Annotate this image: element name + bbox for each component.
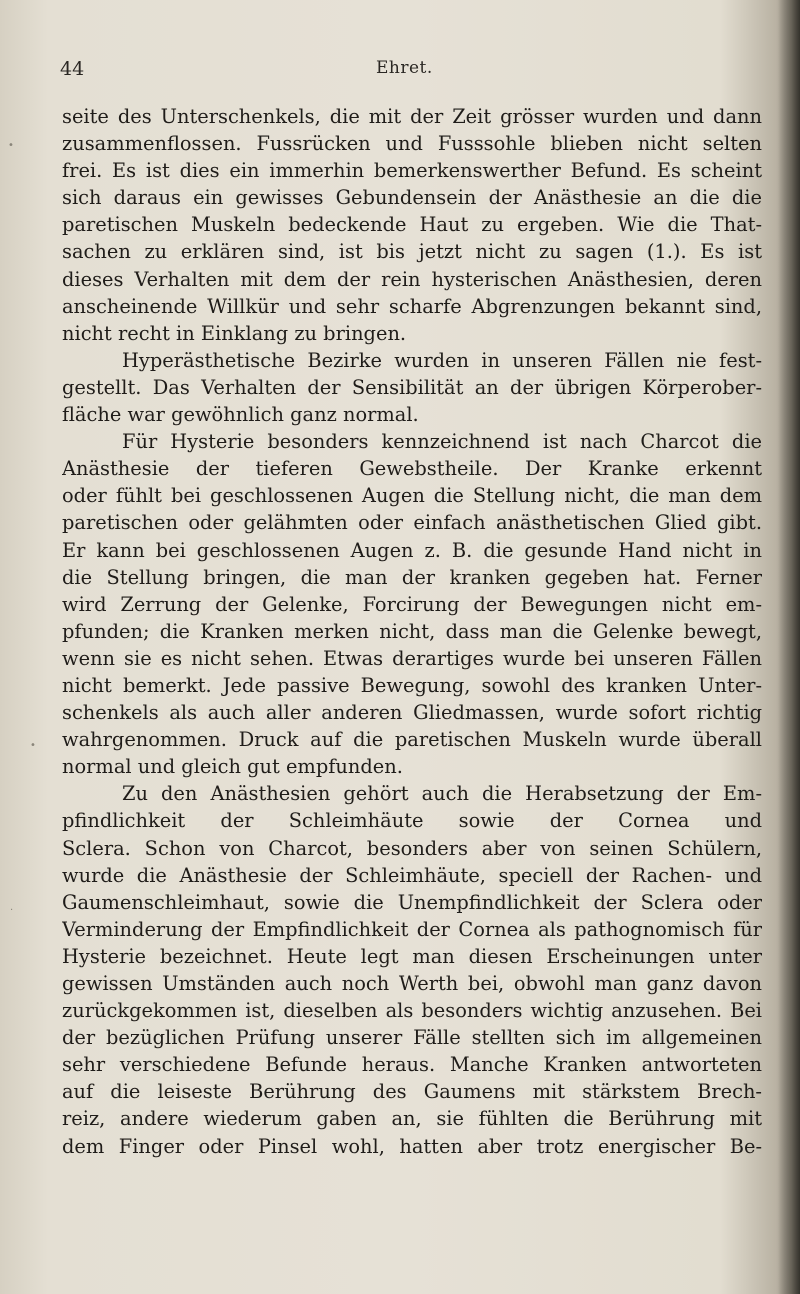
text-line: sehr verschiedene Befunde heraus. Manche Kranken antworteten <box>62 1053 762 1077</box>
text-line: Verminderung der Empfindlichkeit der Cornea als pathognomisch für <box>62 917 762 941</box>
text-line: Hysterie bezeichnet. Heute legt man diesen Erscheinungen unter <box>62 944 762 968</box>
text-line: anscheinende Willkür und sehr scharfe Abgrenzungen bekannt sind, <box>62 294 762 318</box>
margin-speck: · <box>10 905 14 916</box>
text-line: pfindlichkeit der Schleimhäute sowie der Cornea und <box>62 809 762 833</box>
text-line: zusammenflossen. Fussrücken und Fusssohle blieben nicht selten <box>62 132 762 156</box>
page-number: 44 <box>60 58 85 80</box>
text-line: nicht recht in Einklang zu bringen. <box>62 321 407 345</box>
text-line: auf die leiseste Berührung des Gaumens mit stärkstem Brech- <box>62 1080 762 1104</box>
text-line: gewissen Umständen auch noch Werth bei, obwohl man ganz davon <box>62 972 762 995</box>
text-line: pfunden; die Kranken merken nicht, dass man die Gelenke bewegt, <box>62 619 762 643</box>
text-line: Zu den Anästhesien gehört auch die Herabsetzung der Em- <box>122 782 762 806</box>
running-head: Ehret. <box>376 58 433 78</box>
text-line: Gaumenschleimhaut, sowie die Unempfindlichkeit der Sclera oder <box>62 890 762 914</box>
page-edge-shadow <box>778 0 800 1294</box>
text-line: reiz, andere wiederum gaben an, sie fühlten die Berührung mit <box>62 1107 762 1131</box>
text-line: wenn sie es nicht sehen. Etwas derartiges wurde bei unseren Fällen <box>62 646 762 670</box>
text-line: frei. Es ist dies ein immerhin bemerkenswerther Befund. Es scheint <box>62 159 762 183</box>
page-header <box>60 56 760 86</box>
text-line: sachen zu erklären sind, ist bis jetzt nicht zu sagen (1.). Es ist <box>62 240 762 264</box>
text-line: sich daraus ein gewisses Gebundensein der Anästhesie an die die <box>62 186 762 210</box>
text-line: wahrgenommen. Druck auf die paretischen Muskeln wurde überall <box>62 728 762 752</box>
text-line: die Stellung bringen, die man der kranken gegeben hat. Ferner <box>62 565 762 589</box>
text-line: der bezüglichen Prüfung unserer Fälle stellten sich im allgemeinen <box>62 1026 762 1050</box>
text-line: Anästhesie der tieferen Gewebstheile. Der Kranke erkennt <box>62 457 762 481</box>
text-line: seite des Unterschenkels, die mit der Zeit grösser wurden und dann <box>62 105 762 128</box>
text-line: Hyperästhetische Bezirke wurden in unseren Fällen nie fest- <box>122 348 762 372</box>
text-line: nicht bemerkt. Jede passive Bewegung, sowohl des kranken Unter- <box>62 673 762 697</box>
text-line: Für Hysterie besonders kennzeichnend ist nach Charcot die <box>122 430 762 454</box>
text-line: wurde die Anästhesie der Schleimhäute, speciell der Rachen- und <box>62 863 762 887</box>
text-line: dieses Verhalten mit dem der rein hysterischen Anästhesien, deren <box>62 267 762 291</box>
text-line: paretischen oder gelähmten oder einfach anästhetischen Glied gibt. <box>62 511 762 535</box>
margin-speck: • <box>30 740 36 751</box>
text-line: gestellt. Das Verhalten der Sensibilität an der übrigen Körperober- <box>62 375 762 399</box>
text-line: zurückgekommen ist, dieselben als besonders wichtig anzusehen. Bei <box>62 999 762 1023</box>
text-line: oder fühlt bei geschlossenen Augen die Stellung nicht, die man dem <box>62 484 762 508</box>
text-line: wird Zerrung der Gelenke, Forcirung der Bewegungen nicht em- <box>62 592 762 616</box>
text-line: Er kann bei geschlossenen Augen z. B. die gesunde Hand nicht in <box>62 538 762 562</box>
text-line: dem Finger oder Pinsel wohl, hatten aber trotz energischer Be- <box>62 1134 762 1158</box>
text-line: paretischen Muskeln bedeckende Haut zu ergeben. Wie die That- <box>62 213 762 237</box>
body-text <box>62 103 762 1160</box>
margin-speck: • <box>8 140 14 151</box>
text-line: normal und gleich gut empfunden. <box>62 755 403 779</box>
text-line: Sclera. Schon von Charcot, besonders aber von seinen Schülern, <box>62 836 762 860</box>
text-line: schenkels als auch aller anderen Gliedmassen, wurde sofort richtig <box>62 701 762 725</box>
text-line: fläche war gewöhnlich ganz normal. <box>62 403 419 427</box>
